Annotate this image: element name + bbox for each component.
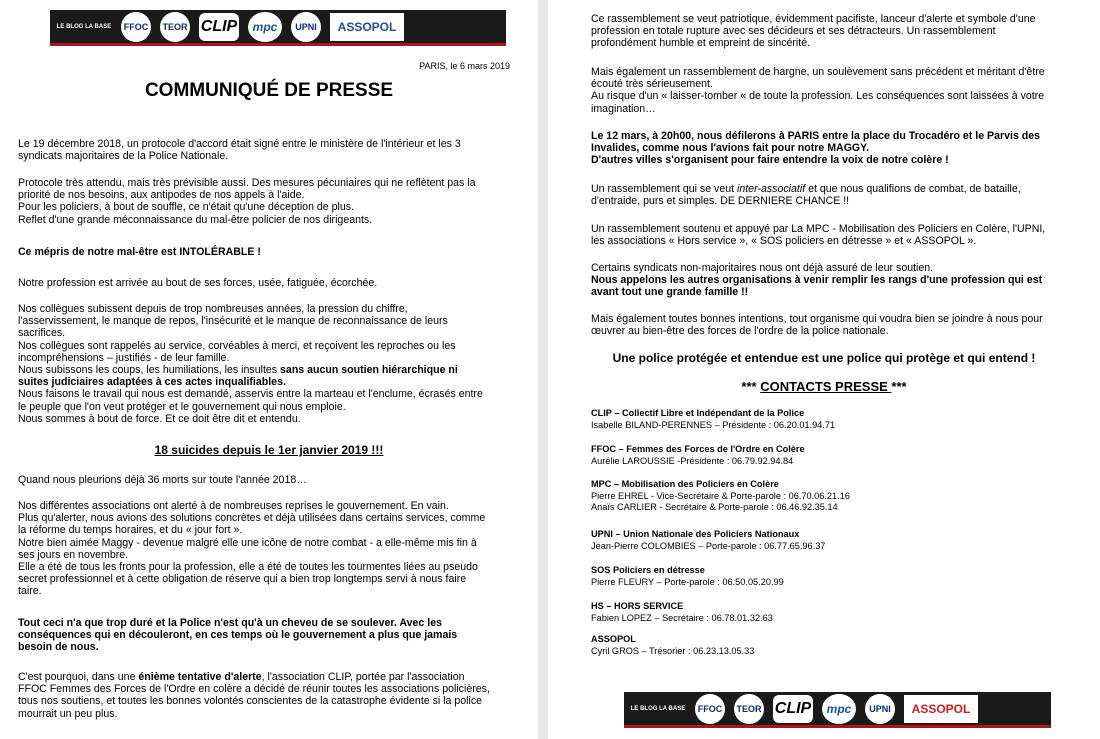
paragraph-clip-initiative: C'est pourquoi, dans une énième tentative d'alerte, l'association CLIP, portée par l'association FFOC Femmes des Forces de l'Ordre en colère a décidé de réunir toutes les associations policières, tous nos soutiens, et toutes les bonnes volontés conscientes de la catastrophe évidente si la police mourrait un peu plus. <box>18 671 490 720</box>
contact-hors-service: HS – HORS SERVICE Fabien LOPEZ – Secrétaire : 06.78.01.32.63 <box>591 601 773 623</box>
contact-clip: CLIP – Collectif Libre et Indépendant de la Police Isabelle BILAND-PERENNES – Présidente : 06.20.01.94.71 <box>591 408 836 430</box>
ffoc-logo: FFOC <box>121 12 151 42</box>
mpc-logo: mpc <box>248 12 282 42</box>
paragraph-expectations: Protocole très attendu, mais très prévisible aussi. Des mesures pécuniaires qui ne reflètent pas la priorité de nos besoins, aux antipodes de nos appels à l'aide. Pour les policiers, à bout de souffle, ce n'était qu'une déception de plus. Reflet d'une grande méconnaissance du mal-être policier de nos dirigeants. <box>18 177 476 226</box>
clip-logo: CLIP <box>773 695 813 723</box>
paragraph-deaths: Quand nous pleurions déjà 36 morts sur toute l'année 2018… <box>18 474 307 486</box>
march-12-announcement: Le 12 mars, à 20h00, nous défilerons à PARIS entre la place du Trocadéro et le Parvis des Invalides, comme nous l'avions fait pour notre MAGGY. D'autres villes s'organisent pour faire entendre la voix de notre colère ! <box>591 130 1041 167</box>
paragraph-good-intentions: Mais également toutes bonnes intentions, tout organisme qui voudra bien se joindre à nous pour œuvrer au bien-être des forces de l'ordre de la police nationale. <box>591 313 1043 338</box>
logo-banner-bottom <box>624 692 1051 728</box>
intolerable-statement: Ce mépris de notre mal-être est INTOLÉRABLE ! <box>18 246 261 258</box>
page-title: COMMUNIQUÉ DE PRESSE <box>144 80 394 101</box>
contact-upni: UPNI – Union Nationale des Policiers Nationaux Jean-Pierre COLOMBIES – Porte-parole : 06.77.65.96.37 <box>591 529 826 551</box>
suicides-heading: 18 suicides depuis le 1er janvier 2019 !!! <box>154 443 384 457</box>
paragraph-enough: Tout ceci n'a que trop duré et la Police n'est qu'à un cheveu de se soulever. Avec les conséquences qui en découleront, en ces temps où le gouvernement a plus que jamais besoin de nous. <box>18 617 458 654</box>
assopol-logo: ASSOPOL <box>330 13 404 41</box>
paragraph-patriotic: Ce rassemblement se veut patriotique, évidemment pacifiste, lanceur d'alerte et symbole d'une profession en totale rupture avec ses décideurs et ses détracteurs. Un rassemblement profondément humble et empreint de sincérité. <box>591 13 1036 50</box>
contact-sos-policiers: SOS Policiers en détresse Pierre FLEURY – Porte-parole : 06.50.05.20.99 <box>591 565 784 587</box>
paragraph-protocol: Le 19 décembre 2018, un protocole d'accord était signé entre le ministère de l'intérieur et les 3 syndicats majoritaires de la Police Nationale. <box>18 138 461 163</box>
contacts-heading: *** CONTACTS PRESSE *** <box>741 379 907 394</box>
paragraph-supporters: Un rassemblement soutenu et appuyé par La MPC - Mobilisation des Policiers en Colère, l'UPNI, les associations « Hors service », « SOS policiers en détresse » et « ASSOPOL ». <box>591 223 1046 248</box>
la-base-logo: LE BLOG LA BASE <box>56 23 112 30</box>
paragraph-unions: Certains syndicats non-majoritaires nous ont déjà assuré de leur soutien. <box>591 262 934 274</box>
contact-mpc: MPC – Mobilisation des Policiers en Colère Pierre EHREL - Vice-Secrétaire & Porte-parole : 06.70.06.21.16 Anaïs CARLIER - Secrétaire & Porte-parole : 06.46.92.35.14 <box>591 479 850 512</box>
clip-logo: CLIP <box>199 13 239 41</box>
slogan: Une police protégée et entendue est une police qui protège et qui entend ! <box>612 351 1036 365</box>
assopol-logo: ASSOPOL <box>904 695 978 723</box>
left-page <box>0 0 538 739</box>
upni-logo: UPNI <box>865 694 895 724</box>
paragraph-hargne: Mais également un rassemblement de hargne, un soulèvement sans précédent et méritant d'être écouté très sérieusement. Au risque d'un « laisser-tomber « de toute la profession. Les conséquences sont laissées à votre imagination… <box>591 66 1045 115</box>
teor-logo: TEOR <box>160 12 190 42</box>
la-base-logo: LE BLOG LA BASE <box>630 705 686 712</box>
paragraph-associations: Nos différentes associations ont alerté à de nombreuses reprises le gouvernement. En vain. Plus qu'alerter, nous avions des solutions concrètes et déjà utilisées dans certains services, comme la réforme du temps horaires, et du « jour fort ». Notre bien aimée Maggy - devenue malgré elle une icône de notre combat - a elle-même mis fin à ses jours en novembre. Elle a été de tous les fronts pour la profession, elle a été de toutes les tourmentes liées au pseudo secret professionnel et à cette obligation de réserve qui a bien trop longtemps servi à nous faire taire. <box>18 500 486 598</box>
mpc-logo: mpc <box>822 694 856 724</box>
teor-logo: TEOR <box>734 694 764 724</box>
ffoc-logo: FFOC <box>695 694 725 724</box>
contact-assopol: ASSOPOL Cyril GROS – Trésorier : 06.23.13.05.33 <box>591 634 755 656</box>
paragraph-colleagues: Nos collègues subissent depuis de trop nombreuses années, la pression du chiffre, l'asservissement, le manque de repos, l'insécurité et le manque de reconnaissance de leurs sacrifices. Nos collègues sont rappelés au service, corvéables à merci, et reçoivent les reproches ou les incompréhensions – justifiés - de leur famille. Nous subissons les coups, les humiliations, les insultes sans aucun soutien hiérarchique ni suites judiciaires adaptées à ces actes inqualifiables. Nous faisons le travail qui nous est demandé, asservis entre la marteau et l'enclume, écrasés entre le peuple que l'on veut protéger et le gouvernement qui nous emploie. Nous sommes à bout de force. Et ce doit être dit et entendu. <box>18 303 483 425</box>
paragraph-inter-associatif: Un rassemblement qui se veut inter-associatif et que nous qualifions de combat, de bataille, d'entraide, purs et simples. DE DERNIERE CHANCE !! <box>591 183 1021 208</box>
paragraph-exhausted: Notre profession est arrivée au bout de ses forces, usée, fatiguée, écorchée. <box>18 277 378 289</box>
upni-logo: UPNI <box>291 12 321 42</box>
right-page <box>548 0 1100 739</box>
contact-ffoc: FFOC – Femmes des Forces de l'Ordre en Colère Aurélie LAROUSSIE -Présidente : 06.79.92.94.84 <box>591 444 805 466</box>
document-date: PARIS, le 6 mars 2019 <box>419 61 510 71</box>
logo-banner-top <box>50 10 506 46</box>
paragraph-call-to-join: Nous appelons les autres organisations à venir remplir les rangs d'une profession qui est avant tout une grande famille !! <box>591 274 1043 299</box>
